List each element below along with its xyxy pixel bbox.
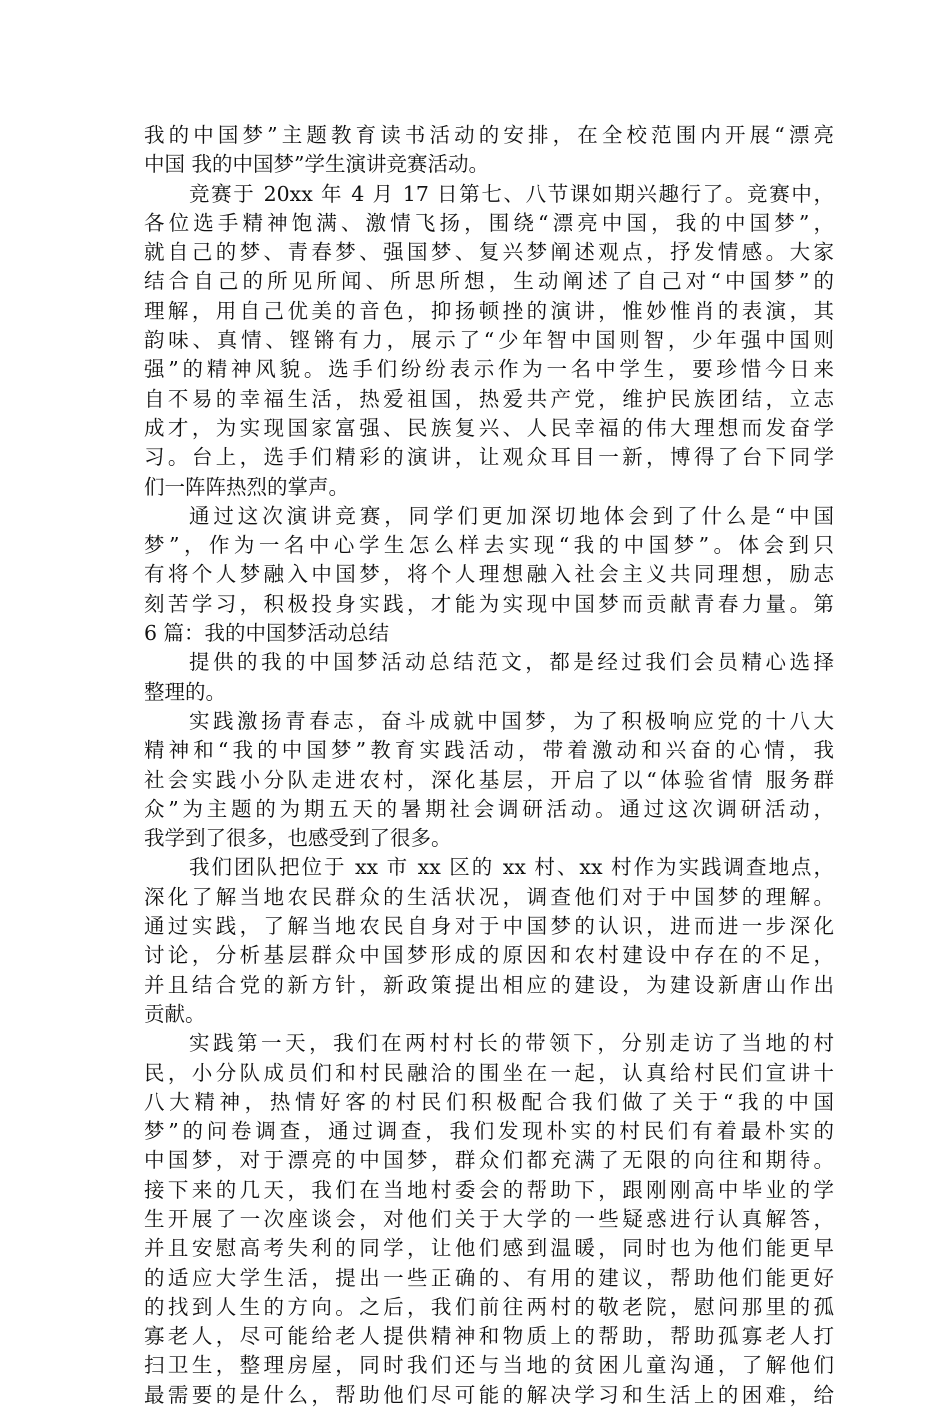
text-line: 整理的。 — [144, 679, 226, 704]
text-line: 扫卫生，整理房屋，同时我们还与当地的贫困儿童沟通，了解他们 — [144, 1353, 834, 1378]
text-line: 我学到了很多，也感受到了很多。 — [144, 826, 452, 851]
text-line: 理解，用自己优美的音色，抑扬顿挫的演讲，惟妙惟肖的表演，其 — [144, 298, 834, 323]
text-line: 韵味、真情、铿锵有力，展示了“少年智中国则智，少年强中国则 — [144, 328, 834, 353]
document-body — [144, 121, 834, 1410]
text-line: 强”的精神风貌。选手们纷纷表示作为一名中学生，要珍惜今日来 — [144, 357, 834, 382]
text-line: 贡献。 — [144, 1001, 206, 1026]
paragraph-first-line: 竞赛于 20xx 年 4 月 17 日第七、八节课如期兴趣行了。竞赛中， — [189, 181, 834, 206]
paragraph-first-line: 通过这次演讲竞赛，同学们更加深切地体会到了什么是“中国 — [189, 503, 834, 528]
text-line: 各位选手精神饱满、激情飞扬，围绕“漂亮中国，我的中国梦”， — [144, 210, 834, 235]
text-line: 梦”，作为一名中心学生怎么样去实现“我的中国梦”。体会到只 — [144, 533, 834, 558]
text-line: 习。台上，选手们精彩的演讲，让观众耳目一新，博得了台下同学 — [144, 445, 834, 470]
paragraph-first-line: 提供的我的中国梦活动总结范文，都是经过我们会员精心选择 — [189, 650, 834, 675]
text-line: 结合自己的所见所闻、所思所想，生动阐述了自己对“中国梦”的 — [144, 269, 834, 294]
text-line: 的找到人生的方向。之后，我们前往两村的敬老院，慰问那里的孤 — [144, 1294, 834, 1319]
text-line: 的适应大学生活，提出一些正确的、有用的建议，帮助他们能更好 — [144, 1265, 834, 1290]
text-line: 民，小分队成员们和村民融洽的围坐在一起，认真给村民们宣讲十 — [144, 1060, 834, 1085]
text-line: 6 篇：我的中国梦活动总结 — [144, 621, 390, 646]
text-line: 中国 我的中国梦”学生演讲竞赛活动。 — [144, 152, 489, 177]
text-line: 深化了解当地农民群众的生活状况，调查他们对于中国梦的理解。 — [144, 884, 834, 909]
paragraph-first-line: 实践第一天，我们在两村村长的带领下，分别走访了当地的村 — [189, 1031, 834, 1056]
text-line: 接下来的几天，我们在当地村委会的帮助下，跟刚刚高中毕业的学 — [144, 1177, 834, 1202]
paragraph-first-line: 实践激扬青春志，奋斗成就中国梦，为了积极响应党的十八大 — [189, 708, 834, 733]
text-line: 寡老人，尽可能给老人提供精神和物质上的帮助，帮助孤寡老人打 — [144, 1324, 834, 1349]
text-line: 精神和“我的中国梦”教育实践活动，带着激动和兴奋的心情，我 — [144, 738, 834, 763]
text-line: 自不易的幸福生活，热爱祖国，热爱共产党，维护民族团结，立志 — [144, 386, 834, 411]
paragraph-first-line: 我们团队把位于 xx 市 xx 区的 xx 村、xx 村作为实践调查地点， — [189, 855, 834, 880]
text-line: 梦”的问卷调查，通过调查，我们发现朴实的村民们有着最朴实的 — [144, 1119, 834, 1144]
text-line: 众”为主题的为期五天的暑期社会调研活动。通过这次调研活动， — [144, 796, 834, 821]
text-line: 社会实践小分队走进农村，深化基层，开启了以“体验省情 服务群 — [144, 767, 834, 792]
text-line: 最需要的是什么，帮助他们尽可能的解决学习和生活上的困难，给 — [144, 1382, 834, 1407]
text-line: 们一阵阵热烈的掌声。 — [144, 474, 349, 499]
text-line: 成才，为实现国家富强、民族复兴、人民幸福的伟大理想而发奋学 — [144, 415, 834, 440]
text-line: 并且结合党的新方针，新政策提出相应的建设，为建设新唐山作出 — [144, 972, 834, 997]
text-line: 讨论，分析基层群众中国梦形成的原因和农村建设中存在的不足， — [144, 943, 834, 968]
text-line: 生开展了一次座谈会，对他们关于大学的一些疑惑进行认真解答， — [144, 1206, 834, 1231]
text-line: 有将个人梦融入中国梦，将个人理想融入社会主义共同理想，励志 — [144, 562, 834, 587]
text-line: 刻苦学习，积极投身实践，才能为实现中国梦而贡献青春力量。第 — [144, 591, 834, 616]
text-line: 我的中国梦”主题教育读书活动的安排，在全校范围内开展“漂亮 — [144, 123, 834, 147]
text-line: 中国梦，对于漂亮的中国梦，群众们都充满了无限的向往和期待。 — [144, 1148, 834, 1173]
text-line: 就自己的梦、青春梦、强国梦、复兴梦阐述观点，抒发情感。大家 — [144, 240, 834, 265]
text-line: 八大精神，热情好客的村民们积极配合我们做了关于“我的中国 — [144, 1089, 834, 1114]
text-line: 通过实践，了解当地农民自身对于中国梦的认识，进而进一步深化 — [144, 914, 834, 939]
text-line: 并且安慰高考失利的同学，让他们感到温暖，同时也为他们能更早 — [144, 1236, 834, 1261]
